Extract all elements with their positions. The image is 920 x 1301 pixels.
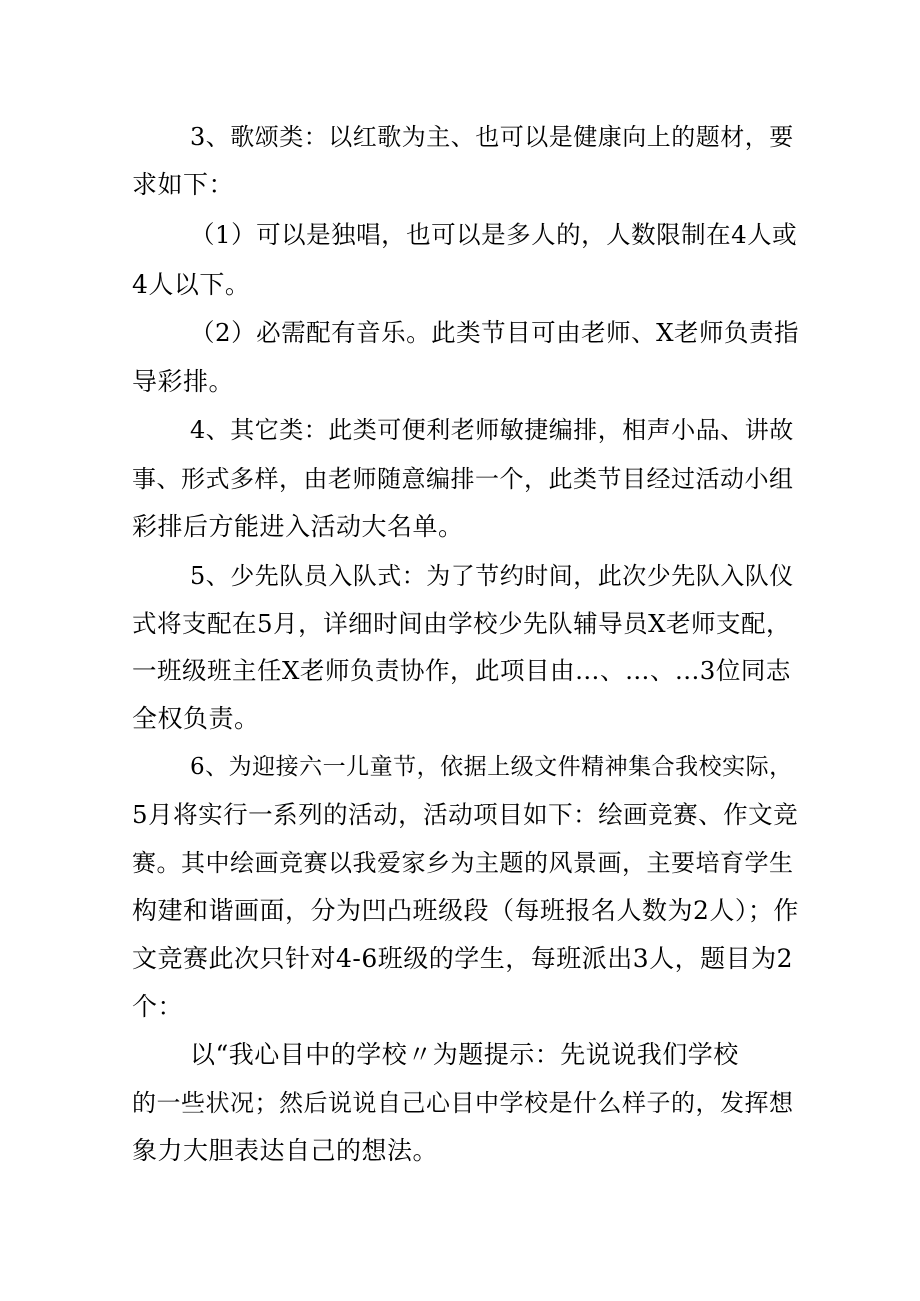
paragraph-line: 4、其它类：此类可便利老师敏捷编排，相声小品、讲故 bbox=[190, 416, 794, 444]
paragraph-line: 彩排后方能进入活动大名单。 bbox=[132, 512, 464, 541]
paragraph-line: 3、歌颂类：以红歌为主、也可以是健康向上的题材，要 bbox=[190, 123, 794, 151]
paragraph-line: （1）可以是独唱，也可以是多人的，人数限制在4人或 bbox=[190, 220, 798, 249]
paragraph-line: 全权负责。 bbox=[132, 704, 260, 733]
paragraph-line: 象力大胆表达自己的想法。 bbox=[132, 1136, 439, 1165]
paragraph-line: 一班级班主任X老师负责协作，此项目由…、…、...3位同志 bbox=[132, 656, 791, 685]
paragraph-line: 个： bbox=[132, 992, 184, 1021]
paragraph-line: 4人以下。 bbox=[132, 270, 251, 299]
paragraph-line: 式将支配在5月，详细时间由学校少先队辅导员X老师支配， bbox=[132, 609, 792, 638]
paragraph-line: 的一些状况；然后说说自己心目中学校是什么样子的，发挥想 bbox=[132, 1089, 794, 1117]
paragraph-line: （2）必需配有音乐。此类节目可由老师、X老师负责指 bbox=[190, 318, 800, 347]
paragraph-line: 求如下： bbox=[132, 170, 235, 199]
paragraph-line: 以“我心目中的学校〃为题提示：先说说我们学校 bbox=[190, 1040, 739, 1069]
paragraph-line: 事、形式多样，由老师随意编排一个，此类节目经过活动小组 bbox=[132, 465, 794, 493]
paragraph-line: 导彩排。 bbox=[132, 367, 235, 396]
paragraph-line: 6、为迎接六一儿童节，依据上级文件精神集合我校实际， bbox=[190, 754, 793, 780]
paragraph-line: 5月将实行一系列的活动，活动项目如下：绘画竞赛、作文竞 bbox=[132, 800, 799, 829]
paragraph-line: 构建和谐画面，分为凹凸班级段（每班报名人数为2人）；作 bbox=[132, 896, 799, 925]
paragraph-line: 文竞赛此次只针对4-6班级的学生，每班派出3人，题目为2 bbox=[132, 944, 794, 973]
paragraph-line: 赛。其中绘画竞赛以我爱家乡为主题的风景画，主要培育学生 bbox=[132, 849, 794, 877]
paragraph-line: 5、少先队员入队式：为了节约时间，此次少先队入队仪 bbox=[190, 562, 794, 590]
